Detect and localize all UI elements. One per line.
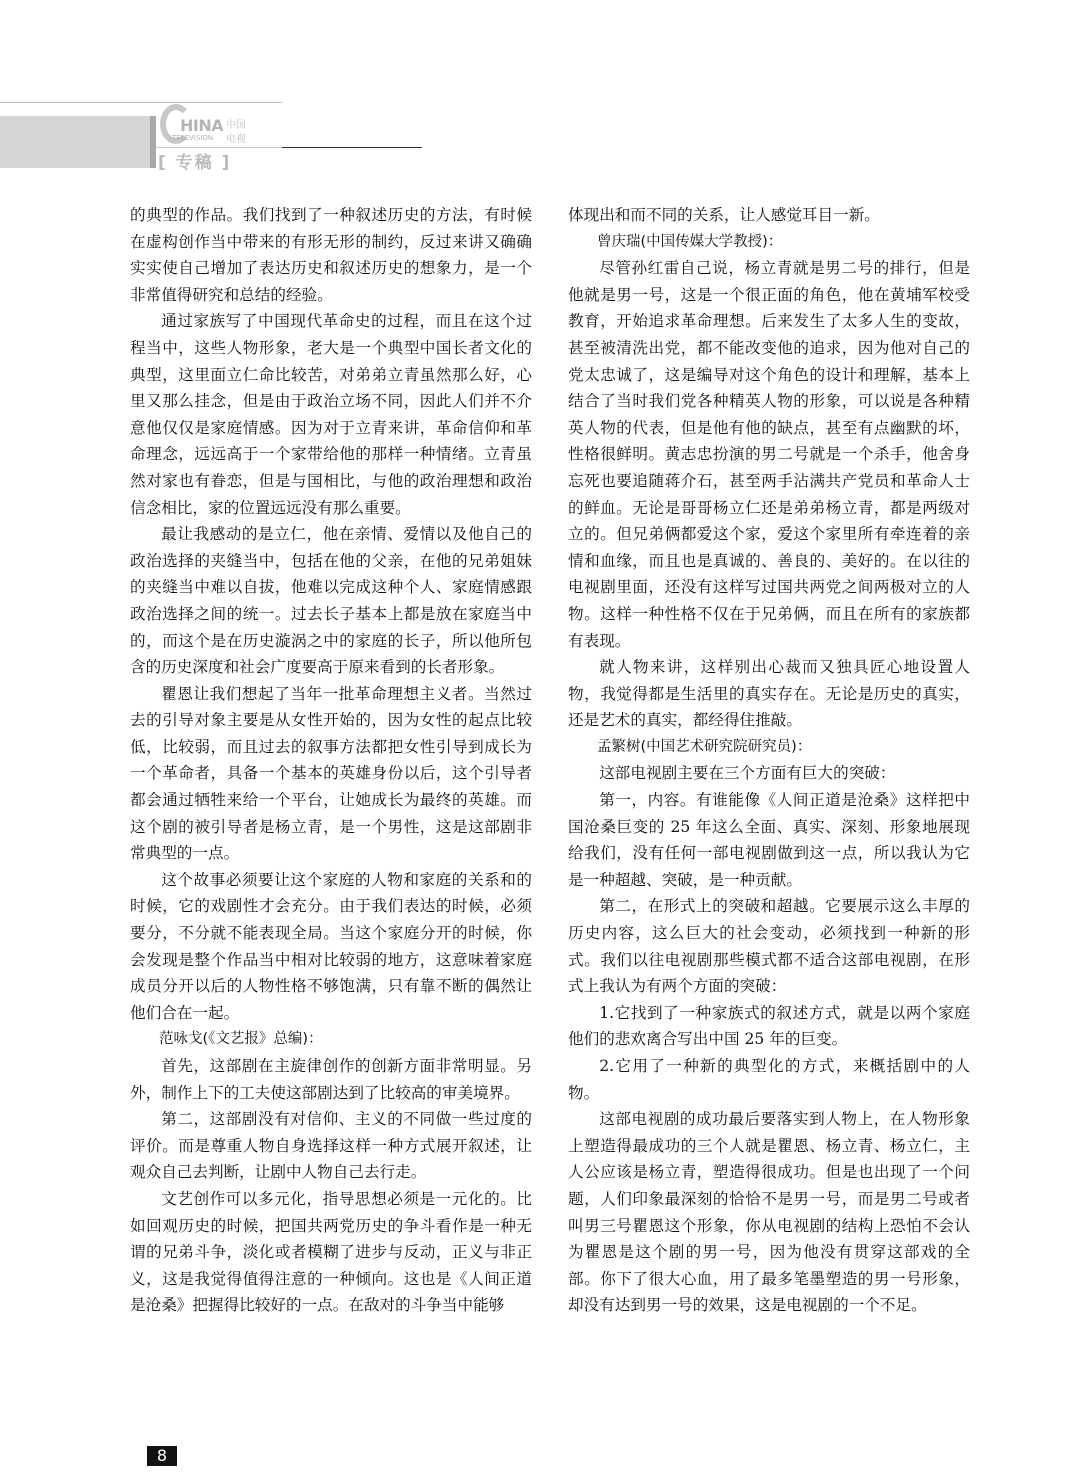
header-top-rule (0, 102, 282, 103)
paragraph: 1.它找到了一种家族式的叙述方式，就是以两个家庭他们的悲欢离合写出中国 25 年的巨变。 (568, 1003, 970, 1049)
paragraph: 体现出和而不同的关系，让人感觉耳目一新。 (568, 206, 880, 224)
paragraph: 文艺创作可以多元化，指导思想必须是一元化的。比如回观历史的时候，把国共两党历史的争斗看作是一种无谓的兄弟斗争，淡化或者模糊了进步与反动，正义与非正义，这是我觉得值得注意的一种倾向。这也是《人间正道是沧桑》把握得比较好的一点。在敌对的斗争当中能够 (130, 1189, 532, 1315)
logo-subtext: TELEVISION (172, 134, 214, 142)
header-gray-block (0, 116, 150, 168)
paragraph: 第一，内容。有谁能像《人间正道是沧桑》这样把中国沧桑巨变的 25 年这么全面、真实、深刻、形象地展现给我们，没有任何一部电视剧做到这一点，所以我认为它是一种超越、突破，是一种贡献。 (568, 791, 970, 889)
header-rule-dark (282, 147, 422, 148)
speaker-label: 曾庆瑞(中国传媒大学教授)： (597, 233, 783, 250)
left-text-column (130, 202, 532, 1319)
china-television-logo (160, 104, 280, 148)
logo-cn-bottom: 电视 (226, 134, 246, 145)
paragraph: 2.它用了一种新的典型化的方式，来概括剧中的人物。 (568, 1057, 970, 1102)
paragraph: 这部电视剧的成功最后要落实到人物上，在人物形象上塑造得最成功的三个人就是瞿恩、杨立青、杨立仁，主人公应该是杨立青，塑造得很成功。但是也出现了一个问题，人们印象最深刻的恰恰不是男一号，而是男二号或者叫男三号瞿恩这个形象，你从电视剧的结构上恐怕不会认为瞿恩是这个剧的男一号，因为他没有贯穿这部戏的全部。你下了很大心血，用了最多笔墨塑造的男一号形象，却没有达到男一号的效果，这是电视剧的一个不足。 (568, 1110, 970, 1315)
right-text-column (568, 202, 970, 1319)
paragraph: 这部电视剧主要在三个方面有巨大的突破： (599, 764, 896, 783)
paragraph: 就人物来讲，这样别出心裁而又独具匠心地设置人物，我觉得都是生活里的真实存在。无论是历史的真实，还是艺术的真实，都经得住推敲。 (568, 658, 970, 730)
speaker-label: 范咏戈(《文艺报》总编)： (159, 1031, 323, 1048)
speaker-label: 孟繁树(中国艺术研究院研究员)： (597, 738, 812, 755)
paragraph: 最让我感动的是立仁，他在亲情、爱情以及他自己的政治选择的夹缝当中，包括在他的父亲，在他的兄弟姐妹的夹缝当中难以自拔，他难以完成这种个人、家庭情感跟政治选择之间的统一。过去长子基本上都是放在家庭当中的，而这个是在历史漩涡之中的家庭的长子，所以他所包含的历史深度和社会广度要高于原来看到的长者形象。 (130, 525, 532, 677)
paragraph: 的典型的作品。我们找到了一种叙述历史的方法，有时候在虚构创作当中带来的有形无形的制约，反过来讲又确确实实使自己增加了表达历史和叙述历史的想象力，是一个非常值得研究和总结的经验。 (130, 206, 532, 304)
section-tag: [ 专稿 ] (158, 153, 232, 173)
page-number: 8 (147, 1446, 177, 1466)
paragraph: 这个故事必须要让这个家庭的人物和家庭的关系和的时候，它的戏剧性才会充分。由于我们表达的时候，必须要分，不分就不能表现全局。当这个家庭分开的时候，你会发现是整个作品当中相对比较弱的地方，这意味着家庭成员分开以后的人物性格不够饱满，只有靠不断的偶然让他们合在一起。 (130, 870, 532, 1022)
paragraph: 通过家族写了中国现代革命史的过程，而且在这个过程当中，这些人物形象，老大是一个典型中国长者文化的典型，这里面立仁命比较苦，对弟弟立青虽然那么好，心里又那么挂念，但是由于政治立场不同，因此人们并不介意他仅仅是家庭情感。因为对于立青来讲，革命信仰和革命理念，远远高于一个家带给他的那样一种情绪。立青虽然对家也有眷恋，但是与国相比，与他的政治理想和政治信念相比，家的位置远远没有那么重要。 (130, 312, 532, 517)
paragraph: 首先，这部剧在主旋律创作的创新方面非常明显。另外，制作上下的工夫使这部剧达到了比较高的审美境界。 (130, 1057, 532, 1102)
paragraph: 第二，这部剧没有对信仰、主义的不同做一些过度的评价。而是尊重人物自身选择这样一种方式展开叙述，让观众自己去判断，让剧中人物自己去行走。 (130, 1110, 532, 1182)
logo-text: HINA (180, 116, 224, 135)
header-gray-bar (150, 116, 156, 168)
paragraph: 尽管孙红雷自己说，杨立青就是男二号的排行，但是他就是男一号，这是一个很正面的角色，他在黄埔军校受教育，开始追求革命理想。后来发生了太多人生的变故，甚至被清洗出党，都不能改变他的追求，因为他对自己的党太忠诚了，这是编导对这个角色的设计和理解，基本上结合了当时我们党各种精英人物的形象，可以说是各种精英人物的代表，但是他有他的缺点，甚至有点幽默的坏，性格很鲜明。黄志忠扮演的男二号就是一个杀手，他舍身忘死也要追随蒋介石，甚至两手沾满共产党员和革命人士的鲜血。无论是哥哥杨立仁还是弟弟杨立青，都是两级对立的。但兄弟俩都爱这个家，爱这个家里所有牵连着的亲情和血缘，而且也是真诚的、善良的、美好的。在以往的电视剧里面，还没有这样写过国共两党之间两极对立的人物。这样一种性格不仅在于兄弟俩，而且在所有的家族都有表现。 (568, 259, 970, 650)
paragraph: 瞿恩让我们想起了当年一批革命理想主义者。当然过去的引导对象主要是从女性开始的，因为女性的起点比较低，比较弱，而且过去的叙事方法都把女性引导到成长为一个革命者，具备一个基本的英雄身份以后，这个引导者都会通过牺牲来给一个平台，让她成长为最终的英雄。而这个剧的被引导者是杨立青，是一个男性，这是这部剧非常典型的一点。 (130, 684, 532, 863)
paragraph: 第二，在形式上的突破和超越。它要展示这么丰厚的历史内容，这么巨大的社会变动，必须找到一种新的形式。我们以往电视剧那些模式都不适合这部电视剧，在形式上我认为有两个方面的突破： (568, 897, 970, 996)
logo-cn-top: 中国 (226, 120, 246, 131)
